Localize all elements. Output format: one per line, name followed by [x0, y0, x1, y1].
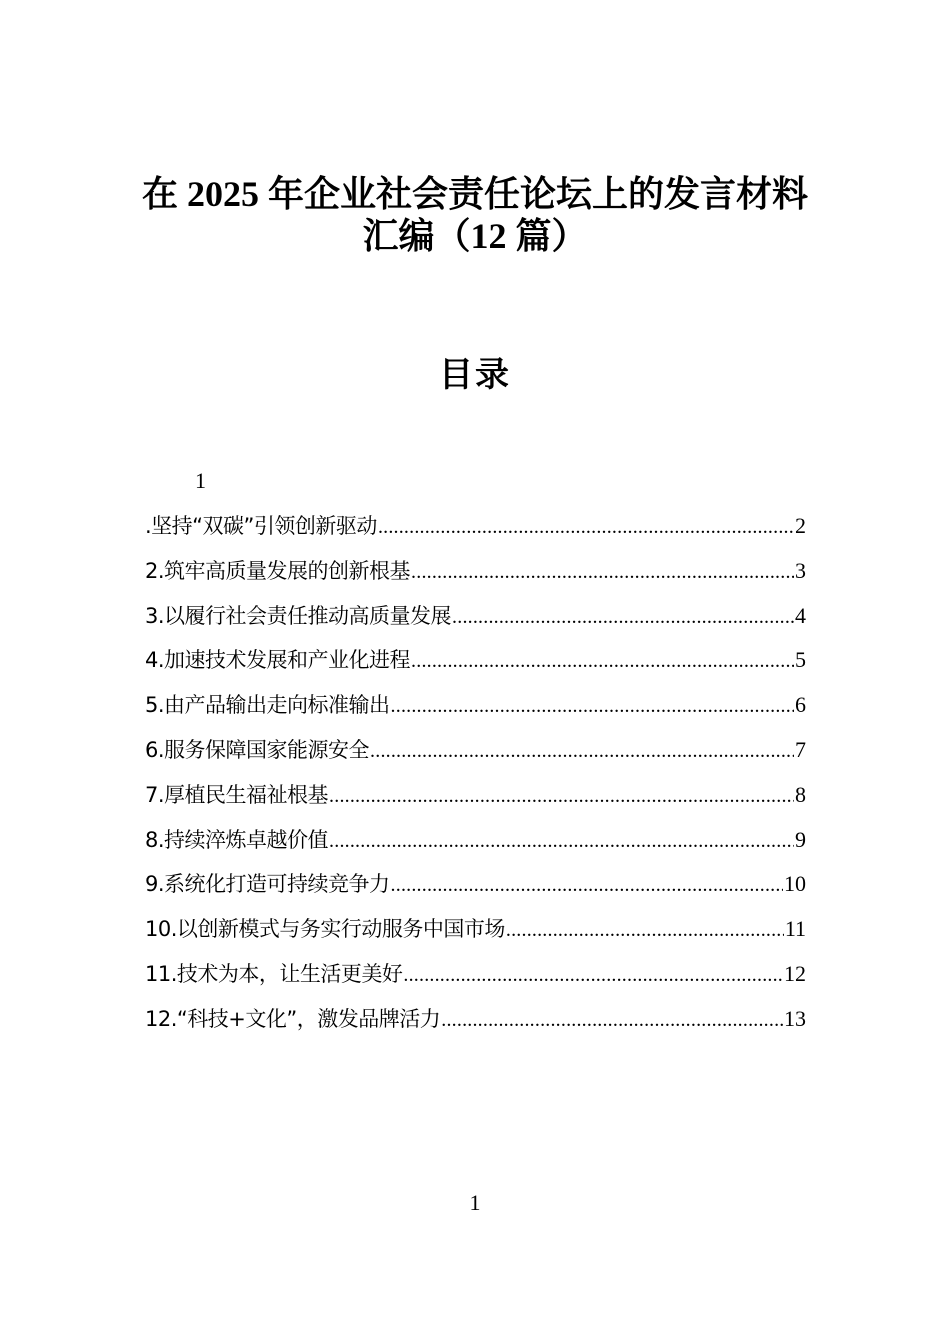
toc-entry-11[interactable] — [145, 956, 806, 1001]
toc-dot-leader — [329, 823, 794, 859]
toc-entry-4[interactable] — [145, 642, 806, 687]
toc-entry-10[interactable] — [145, 911, 806, 956]
toc-dot-leader — [411, 554, 794, 590]
toc-dot-leader — [378, 509, 794, 545]
toc-entry-page: 11 — [784, 916, 806, 942]
toc-heading: 目录 — [439, 357, 511, 394]
toc-entry-label: 12.“科技+文化”，激发品牌活力 — [145, 1006, 441, 1031]
toc-entry-8[interactable] — [145, 822, 806, 867]
toc-entry-1[interactable] — [145, 508, 806, 553]
toc-entry-label: 9.系统化打造可持续竞争力 — [145, 872, 390, 897]
toc-entry-7[interactable] — [145, 777, 806, 822]
document-title-line-1: 在 2025 年企业社会责任论坛上的发言材料 — [141, 174, 808, 214]
toc-dot-leader — [329, 778, 794, 814]
toc-entry-5[interactable] — [145, 687, 806, 732]
toc-entry-label: 3.以履行社会责任推动高质量发展 — [145, 603, 452, 628]
toc-entry-2[interactable] — [145, 553, 806, 598]
toc-entry-page: 9 — [795, 826, 806, 852]
toc-dot-leader — [391, 688, 794, 724]
document-title-line-2: 汇编（12 篇） — [362, 216, 588, 256]
toc-entry-page: 3 — [795, 557, 806, 583]
toc-entry-number-fragment: 1 — [195, 468, 206, 493]
toc-entry-page: 13 — [784, 1005, 806, 1031]
toc-dot-leader — [403, 957, 783, 993]
toc-entry-page: 4 — [795, 602, 806, 628]
table-of-contents — [145, 508, 806, 1046]
toc-entry-page: 6 — [795, 692, 806, 718]
toc-dot-leader — [452, 599, 794, 635]
toc-entry-label: 2.筑牢高质量发展的创新根基 — [145, 558, 411, 583]
toc-dot-leader — [411, 643, 794, 679]
toc-entry-label: 4.加速技术发展和产业化进程 — [145, 648, 411, 673]
toc-entry-page: 10 — [784, 871, 806, 897]
toc-dot-leader — [370, 733, 794, 769]
toc-entry-6[interactable] — [145, 732, 806, 777]
toc-entry-page: 8 — [795, 781, 806, 807]
toc-entry-label: .坚持“双碳”引领创新驱动 — [145, 514, 377, 538]
toc-entry-3[interactable] — [145, 598, 806, 643]
toc-entry-9[interactable] — [145, 866, 806, 911]
toc-entry-label: 10.以创新模式与务实行动服务中国市场 — [145, 917, 505, 942]
toc-entry-12[interactable] — [145, 1001, 806, 1046]
toc-dot-leader — [506, 912, 784, 948]
toc-entry-page: 5 — [795, 647, 806, 673]
toc-entry-label: 7.厚植民生福祉根基 — [145, 782, 329, 807]
page-number: 1 — [469, 1190, 481, 1215]
toc-entry-page: 7 — [795, 736, 806, 762]
toc-entry-label: 8.持续淬炼卓越价值 — [145, 827, 329, 852]
toc-entry-page: 12 — [784, 960, 806, 986]
toc-dot-leader — [441, 1002, 783, 1038]
toc-entry-label: 11.技术为本，让生活更美好 — [145, 961, 403, 986]
toc-dot-leader — [391, 867, 783, 903]
toc-entry-page: 2 — [795, 513, 806, 538]
toc-entry-label: 5.由产品输出走向标准输出 — [145, 693, 390, 718]
toc-entry-label: 6.服务保障国家能源安全 — [145, 737, 370, 762]
